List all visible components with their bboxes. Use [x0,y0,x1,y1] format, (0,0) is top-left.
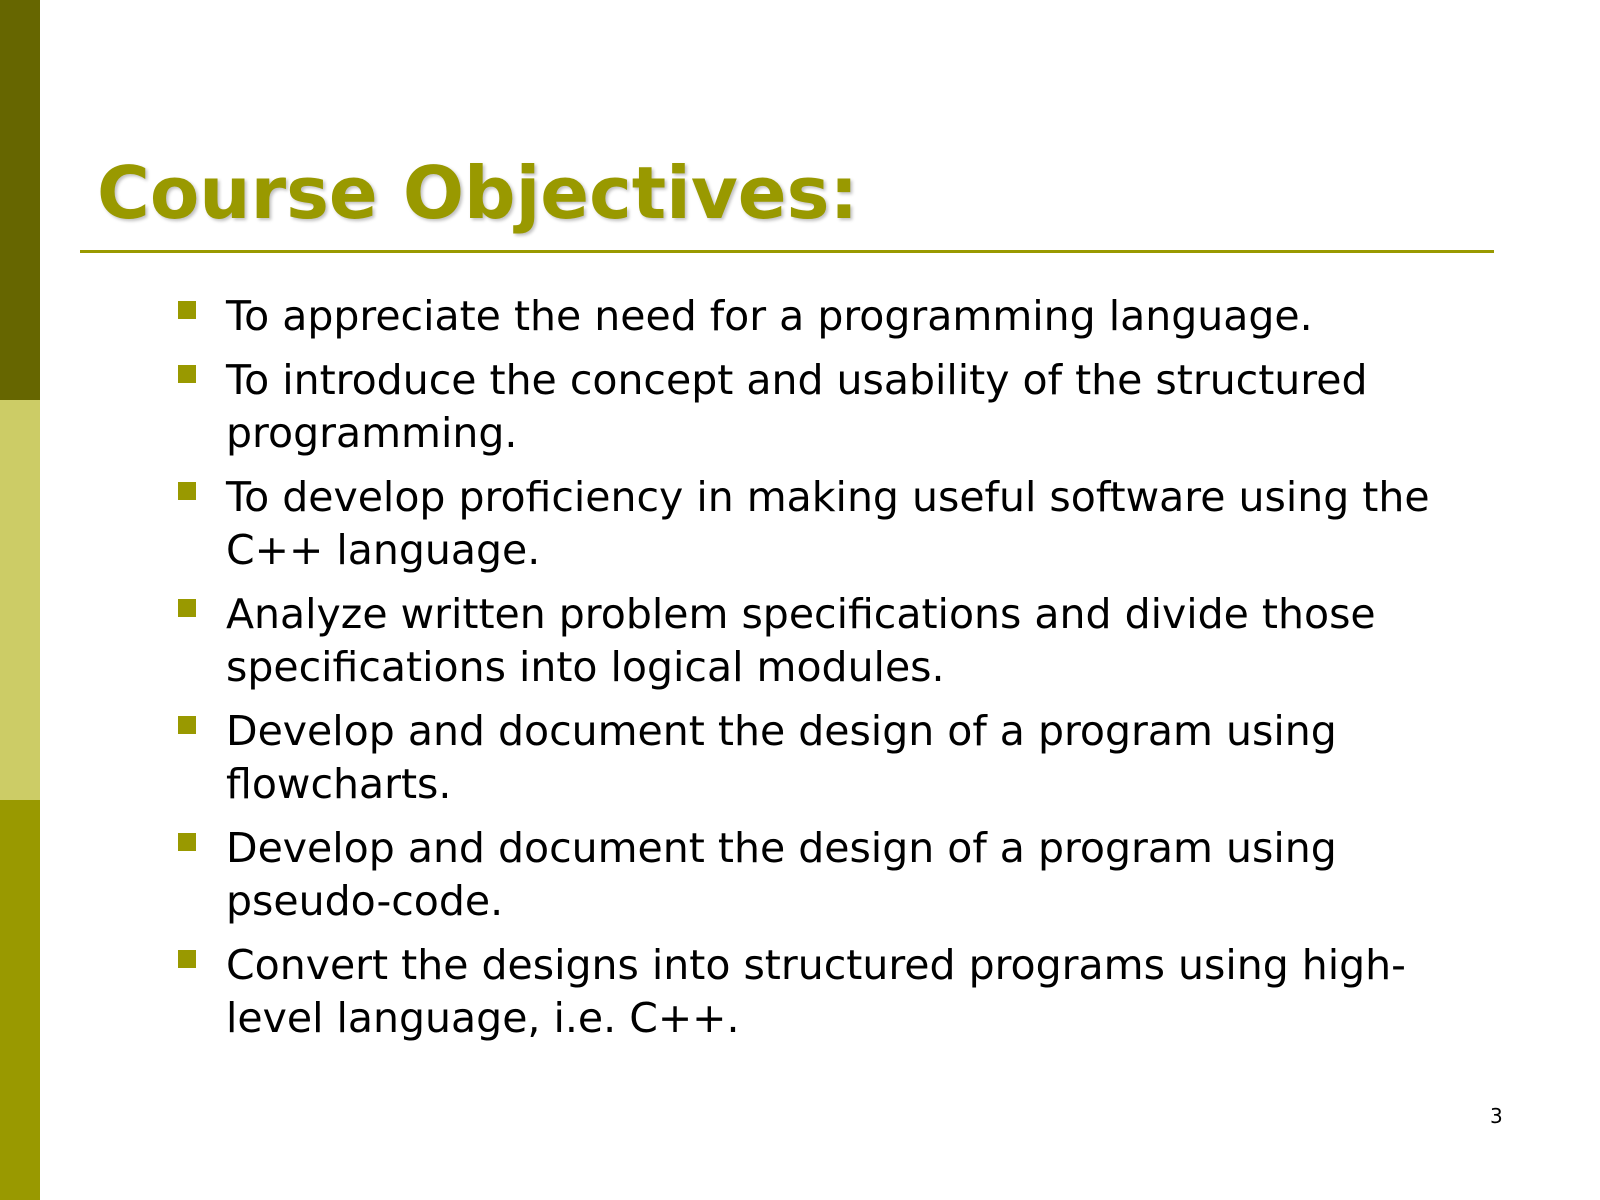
objective-item [178,354,1478,460]
objective-item [178,588,1478,694]
objective-text: To introduce the concept and usability of the structured programming. [226,356,1368,457]
objective-item [178,471,1478,577]
objective-text: To develop proficiency in making useful software using the C++ language. [226,473,1430,574]
square-bullet-icon [178,833,196,851]
slide-title: Course Objectives: [97,151,859,235]
objective-text: Develop and document the design of a program using pseudo-code. [226,824,1337,925]
objective-item [178,290,1478,343]
square-bullet-icon [178,365,196,383]
sidebar-segment-light [0,400,40,800]
objectives-list [178,290,1478,1056]
objective-item [178,822,1478,928]
square-bullet-icon [178,482,196,500]
page-number: 3 [1490,1104,1503,1128]
objective-text: Convert the designs into structured programs using high-level language, i.e. C++. [226,941,1406,1042]
title-divider [80,250,1494,253]
square-bullet-icon [178,599,196,617]
objective-item [178,705,1478,811]
objective-text: To appreciate the need for a programming language. [226,292,1313,340]
objective-item [178,939,1478,1045]
square-bullet-icon [178,716,196,734]
objective-text: Develop and document the design of a program using flowcharts. [226,707,1337,808]
sidebar-segment-mid [0,800,40,1200]
sidebar-segment-dark [0,0,40,400]
objective-text: Analyze written problem specifications and divide those specifications into logical modules. [226,590,1376,691]
square-bullet-icon [178,301,196,319]
square-bullet-icon [178,950,196,968]
